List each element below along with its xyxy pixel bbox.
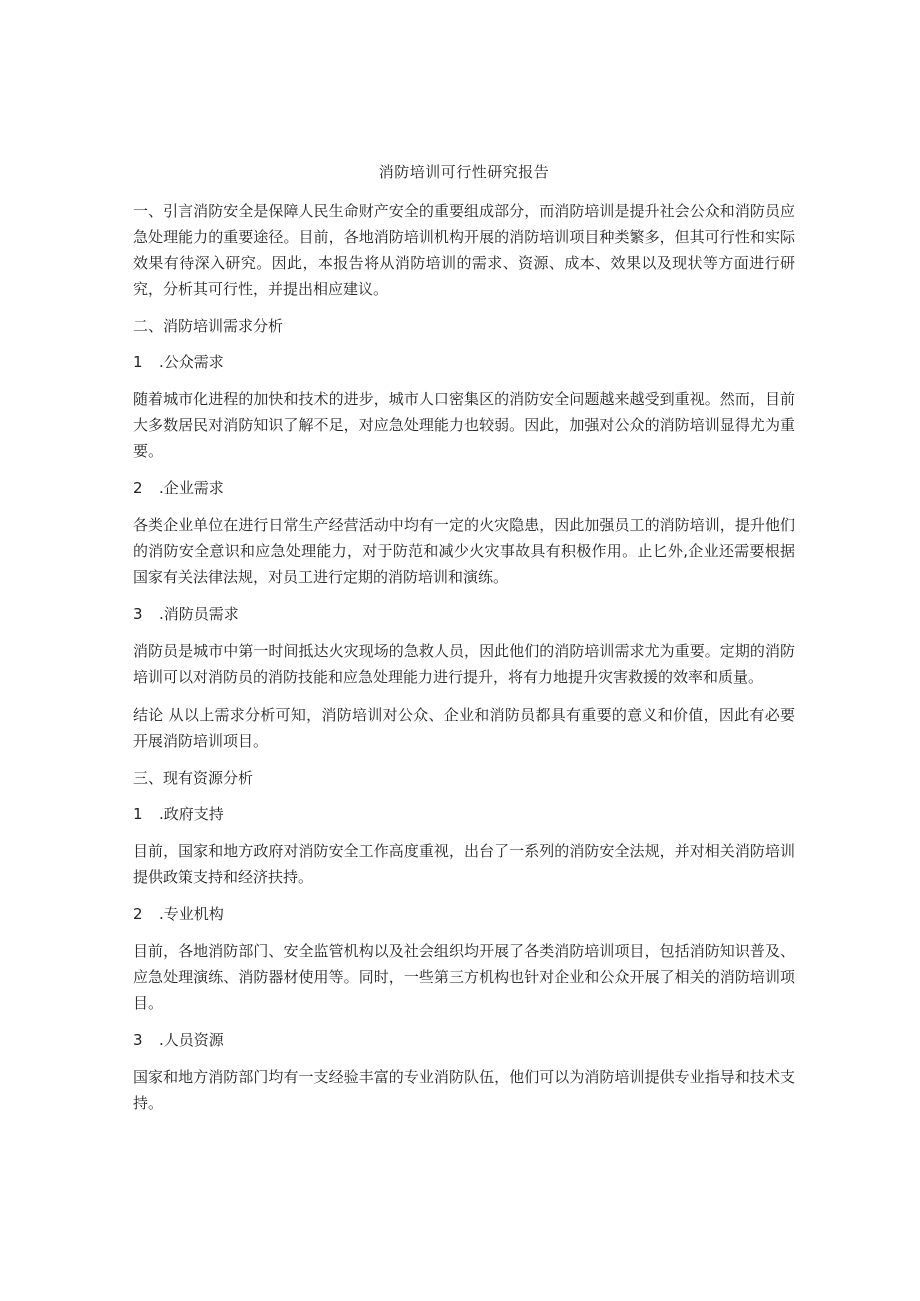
section-3-item-1-heading <box>133 802 795 826</box>
section-2-conclusion: 结论 从以上需求分析可知，消防培训对公众、企业和消防员都具有重要的意义和价值，因此有必要开展消防培训项目。 <box>133 706 795 750</box>
section-2-item-3-heading <box>133 602 795 626</box>
section-3-item-1-text: 目前，国家和地方政府对消防安全工作高度重视，出台了一系列的消防安全法规，并对相关消防培训提供政策支持和经济扶持。 <box>133 842 795 886</box>
item-number: 2 <box>133 905 143 923</box>
item-number: 1 <box>133 353 143 371</box>
item-label: .政府支持 <box>159 805 224 823</box>
item-label: .企业需求 <box>159 479 224 497</box>
document-page <box>133 160 795 1128</box>
item-label: .消防员需求 <box>159 605 239 623</box>
item-label: .专业机构 <box>159 905 224 923</box>
item-number: 1 <box>133 805 143 823</box>
section-3-heading: 三、现有资源分析 <box>133 769 254 787</box>
section-2-item-1-heading <box>133 350 795 374</box>
intro-paragraph: 一、引言消防安全是保障人民生命财产安全的重要组成部分，而消防培训是提升社会公众和消防员应急处理能力的重要途径。目前，各地消防培训机构开展的消防培训项目种类繁多，但其可行性和实际效果有待深入研究。因此，本报告将从消防培训的需求、资源、成本、效果以及现状等方面进行研究，分析其可行性，并提出相应建议。 <box>133 202 795 298</box>
item-number: 3 <box>133 1031 143 1049</box>
item-label: .人员资源 <box>159 1031 224 1049</box>
section-2-item-1-text: 随着城市化进程的加快和技术的进步，城市人口密集区的消防安全问题越来越受到重视。然而，目前大多数居民对消防知识了解不足，对应急处理能力也较弱。因此，加强对公众的消防培训显得尤为重要。 <box>133 390 795 460</box>
section-3-item-2-heading <box>133 902 795 926</box>
item-number: 2 <box>133 479 143 497</box>
item-label: .公众需求 <box>159 353 224 371</box>
item-number: 3 <box>133 605 143 623</box>
section-2-item-3-text: 消防员是城市中第一时间抵达火灾现场的急救人员，因此他们的消防培训需求尤为重要。定期的消防培训可以对消防员的消防技能和应急处理能力进行提升，将有力地提升灾害救援的效率和质量。 <box>133 642 795 686</box>
section-3-item-3-text: 国家和地方消防部门均有一支经验丰富的专业消防队伍，他们可以为消防培训提供专业指导和技术支持。 <box>133 1068 795 1112</box>
section-2-item-2-heading <box>133 476 795 500</box>
document-title: 消防培训可行性研究报告 <box>378 163 550 181</box>
section-2-heading: 二、消防培训需求分析 <box>133 317 284 335</box>
section-3-item-2-text: 目前，各地消防部门、安全监管机构以及社会组织均开展了各类消防培训项目，包括消防知识普及、应急处理演练、消防器材使用等。同时，一些第三方机构也针对企业和公众开展了相关的消防培训项目。 <box>133 942 795 1012</box>
section-2-item-2-text: 各类企业单位在进行日常生产经营活动中均有一定的火灾隐患，因此加强员工的消防培训，提升他们的消防安全意识和应急处理能力，对于防范和减少火灾事故具有积极作用。止匕外,企业还需要根据国家有关法律法规，对员工进行定期的消防培训和演练。 <box>133 516 795 586</box>
section-3-item-3-heading <box>133 1028 795 1052</box>
